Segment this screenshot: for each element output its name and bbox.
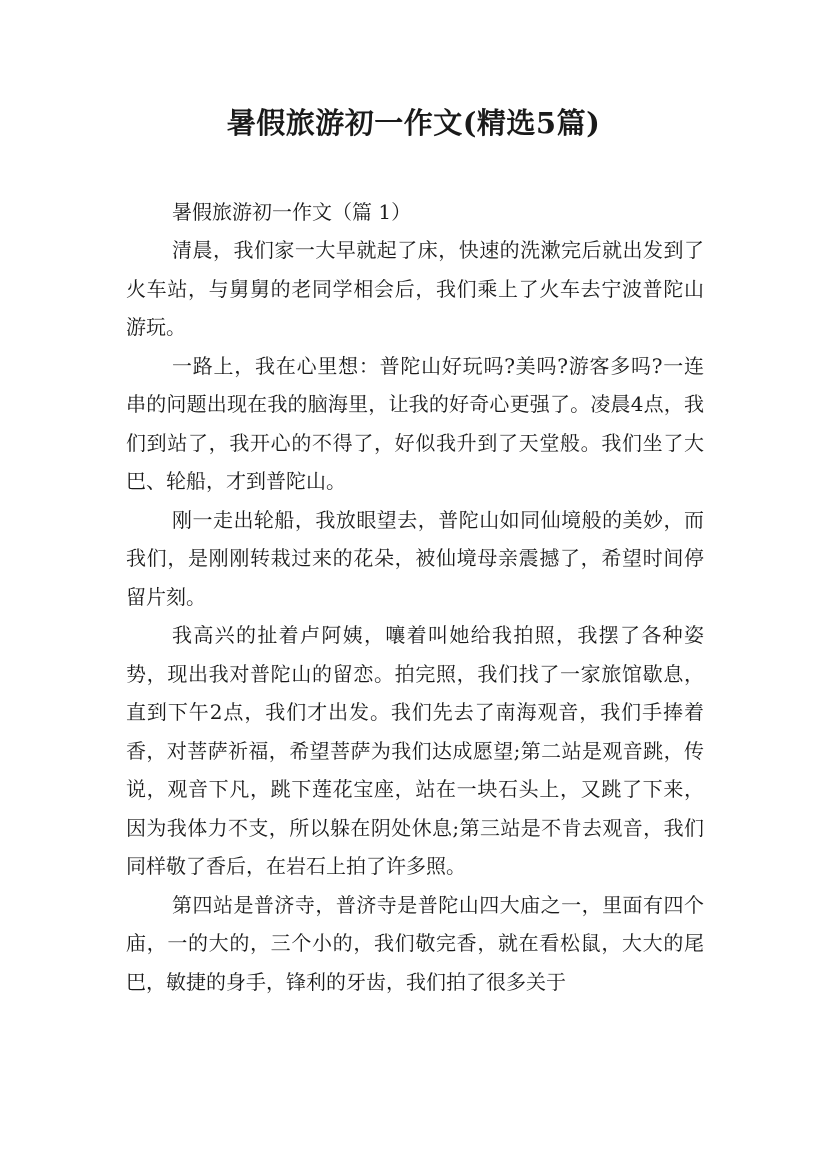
document-title: 暑假旅游初一作文(精选5篇)	[226, 106, 601, 140]
paragraph-2: 一路上，我在心里想：普陀山好玩吗?美吗?游客多吗?一连串的问题出现在我的脑海里，让我的好奇心更强了。凌晨4点，我们到站了，我开心的不得了，好似我升到了天堂般。我们坐了大巴、轮船，才到普陀山。	[126, 353, 704, 493]
section-heading: 暑假旅游初一作文（篇 1）	[172, 200, 412, 224]
paragraph-3: 刚一走出轮船，我放眼望去，普陀山如同仙境般的美妙，而我们，是刚刚转栽过来的花朵，被仙境母亲震撼了，希望时间停留片刻。	[126, 507, 704, 609]
paragraph-4: 我高兴的扯着卢阿姨，嚷着叫她给我拍照，我摆了各种姿势，现出我对普陀山的留恋。拍完照，我们找了一家旅馆歇息，直到下午2点，我们才出发。我们先去了南海观音，我们手捧着香，对菩萨祈福，希望菩萨为我们达成愿望;第二站是观音跳，传说，观音下凡，跳下莲花宝座，站在一块石头上，又跳了下来，因为我体力不支，所以躲在阴处休息;第三站是不肯去观音，我们同样敬了香后，在岩石上拍了许多照。	[126, 623, 704, 878]
paragraph-5: 第四站是普济寺，普济寺是普陀山四大庙之一，里面有四个庙，一的大的，三个小的，我们敬完香，就在看松鼠，大大的尾巴，敏捷的身手，锋利的牙齿，我们拍了很多关于	[126, 892, 704, 994]
document-body	[126, 193, 704, 1001]
paragraph-1: 清晨，我们家一大早就起了床，快速的洗漱完后就出发到了火车站，与舅舅的老同学相会后，我们乘上了火车去宁波普陀山游玩。	[126, 238, 704, 339]
